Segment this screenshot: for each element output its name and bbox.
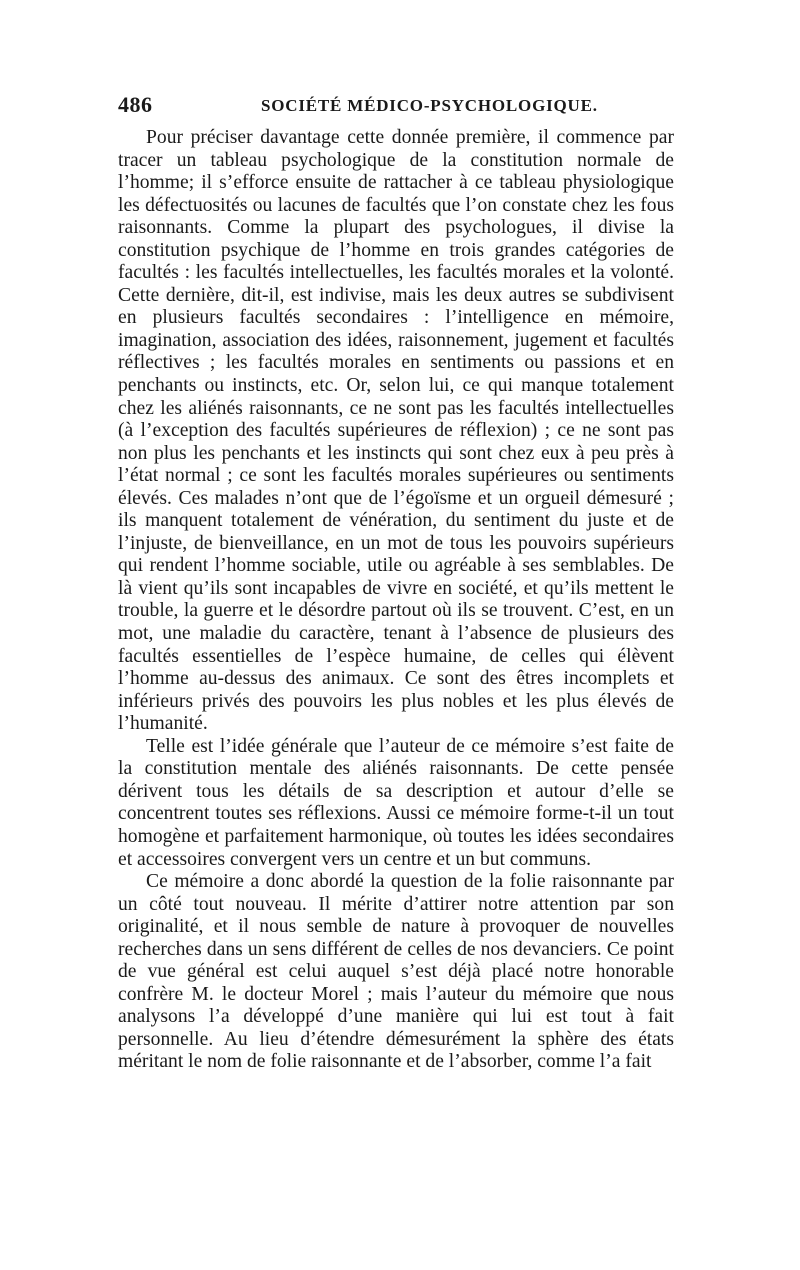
running-head xyxy=(118,92,678,122)
page-number: 486 xyxy=(118,92,153,117)
paragraph: Ce mémoire a donc abordé la question de la folie raisonnante par un côté tout nouveau. Il mérite d’attirer notre attention par son originalité, et il nous semble de nature à provoquer de nouvelles recherches dans un sens différent de celles de nos devanciers. Ce point de vue général est celui auquel s’est déjà placé notre honorable confrère M. le docteur Morel ; mais l’auteur du mémoire que nous analysons l’a développé d’une manière qui lui est tout à fait personnelle. Au lieu d’étendre démesurément la sphère des états méritant le nom de folie raisonnante et de l’absorber, comme l’a fait xyxy=(118,871,674,1073)
body-text xyxy=(118,127,674,1074)
journal-title: SOCIÉTÉ MÉDICO-PSYCHOLOGIQUE. xyxy=(261,96,598,115)
paragraph: Telle est l’idée générale que l’auteur de ce mémoire s’est faite de la constitution mentale des aliénés raisonnants. De cette pensée dérivent tous les détails de sa description et autour d’elle se concentrent toutes ses réflexions. Aussi ce mémoire forme-t-il un tout homogène et parfaitement harmonique, où toutes les idées secondaires et accessoires convergent vers un centre et un but communs. xyxy=(118,735,674,870)
paragraph: Pour préciser davantage cette donnée première, il commence par tracer un tableau psychologique de la constitution normale de l’homme; il s’efforce ensuite de rattacher à ce tableau physiologique les défectuosités ou lacunes de facultés que l’on constate chez les fous raisonnants. Comme la plupart des psychologues, il divise la constitution psychique de l’homme en trois grandes catégories de facultés : les facultés intellectuelles, les facultés morales et la volonté. Cette dernière, dit-il, est indivise, mais les deux autres se subdivisent en plusieurs facultés secondaires : l’intelligence en mémoire, imagination, association des idées, raisonnement, jugement et facultés réflectives ; les facultés morales en sentiments ou passions et en penchants ou instincts, etc. Or, selon lui, ce qui manque totalement chez les aliénés raisonnants, ce ne sont pas les facultés intellectuelles (à l’exception des facultés supérieures de réflexion) ; ce ne sont pas non plus les penchants et les instincts qui sont chez eux à peu près à l’état normal ; ce sont les facultés morales supérieures ou sentiments élevés. Ces malades n’ont que de l’égoïsme et un orgueil démesuré ; ils manquent totalement de vénération, du sentiment du juste et de l’injuste, de bienveillance, en un mot de tous les pouvoirs supérieurs qui rendent l’homme sociable, utile ou agréable à ses semblables. De là vient qu’ils sont incapables de vivre en société, et qu’ils mettent le trouble, la guerre et le désordre partout où ils se trouvent. C’est, en un mot, une maladie du caractère, tenant à l’absence de plusieurs des facultés essentielles de l’espèce humaine, de celles qui élèvent l’homme au-dessus des animaux. Ce sont des êtres incomplets et inférieurs privés des pouvoirs les plus nobles et les plus élevés de l’humanité. xyxy=(118,127,674,735)
